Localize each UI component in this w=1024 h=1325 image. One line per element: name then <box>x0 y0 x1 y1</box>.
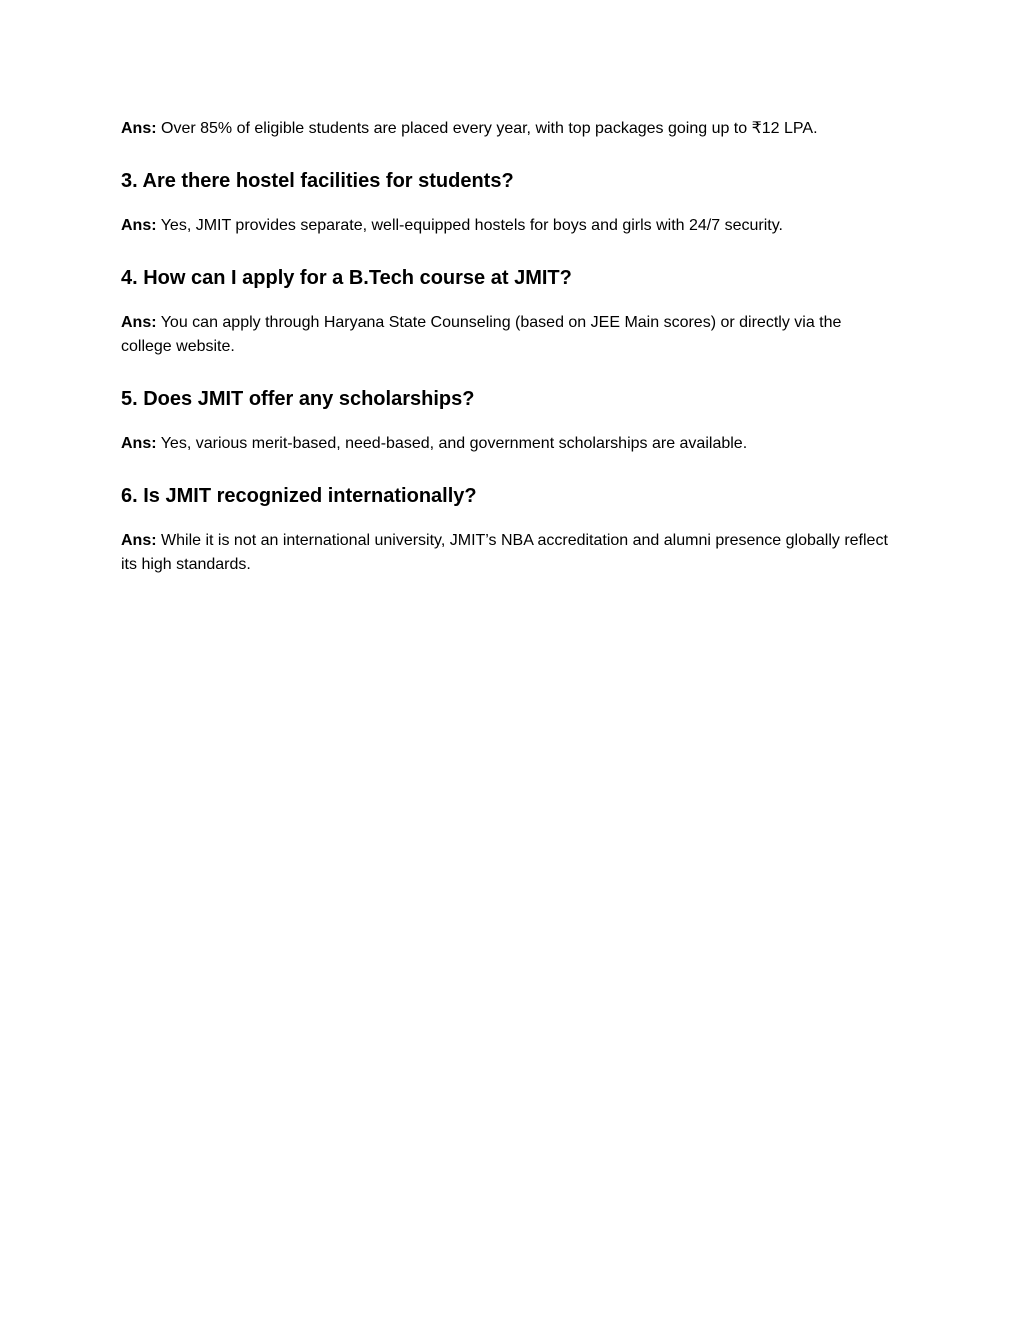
answer-scholarships <box>121 432 891 456</box>
answer-label: Ans: <box>121 120 157 137</box>
question-hostel: 3. Are there hostel facilities for students? <box>121 170 514 192</box>
answer-text: While it is not an international university, JMIT’s NBA accreditation and alumni presence globally reflect its high standards. <box>121 532 888 573</box>
question-scholarships: 5. Does JMIT offer any scholarships? <box>121 388 475 410</box>
answer-label: Ans: <box>121 217 157 234</box>
answer-label: Ans: <box>121 314 157 331</box>
answer-text: Over 85% of eligible students are placed every year, with top packages going up to ₹12 LPA. <box>161 120 818 137</box>
answer-apply <box>121 311 891 359</box>
answer-label: Ans: <box>121 532 157 549</box>
answer-text: You can apply through Haryana State Counseling (based on JEE Main scores) or directly via the college website. <box>121 314 842 355</box>
answer-text: Yes, JMIT provides separate, well-equipped hostels for boys and girls with 24/7 security. <box>160 217 783 234</box>
answer-placement <box>121 117 891 141</box>
answer-hostel <box>121 214 891 238</box>
answer-recognition <box>121 529 891 577</box>
question-recognition: 6. Is JMIT recognized internationally? <box>121 485 477 507</box>
answer-label: Ans: <box>121 435 157 452</box>
document-page <box>121 117 891 577</box>
answer-text: Yes, various merit-based, need-based, and government scholarships are available. <box>160 435 748 452</box>
question-apply: 4. How can I apply for a B.Tech course at JMIT? <box>121 267 572 289</box>
